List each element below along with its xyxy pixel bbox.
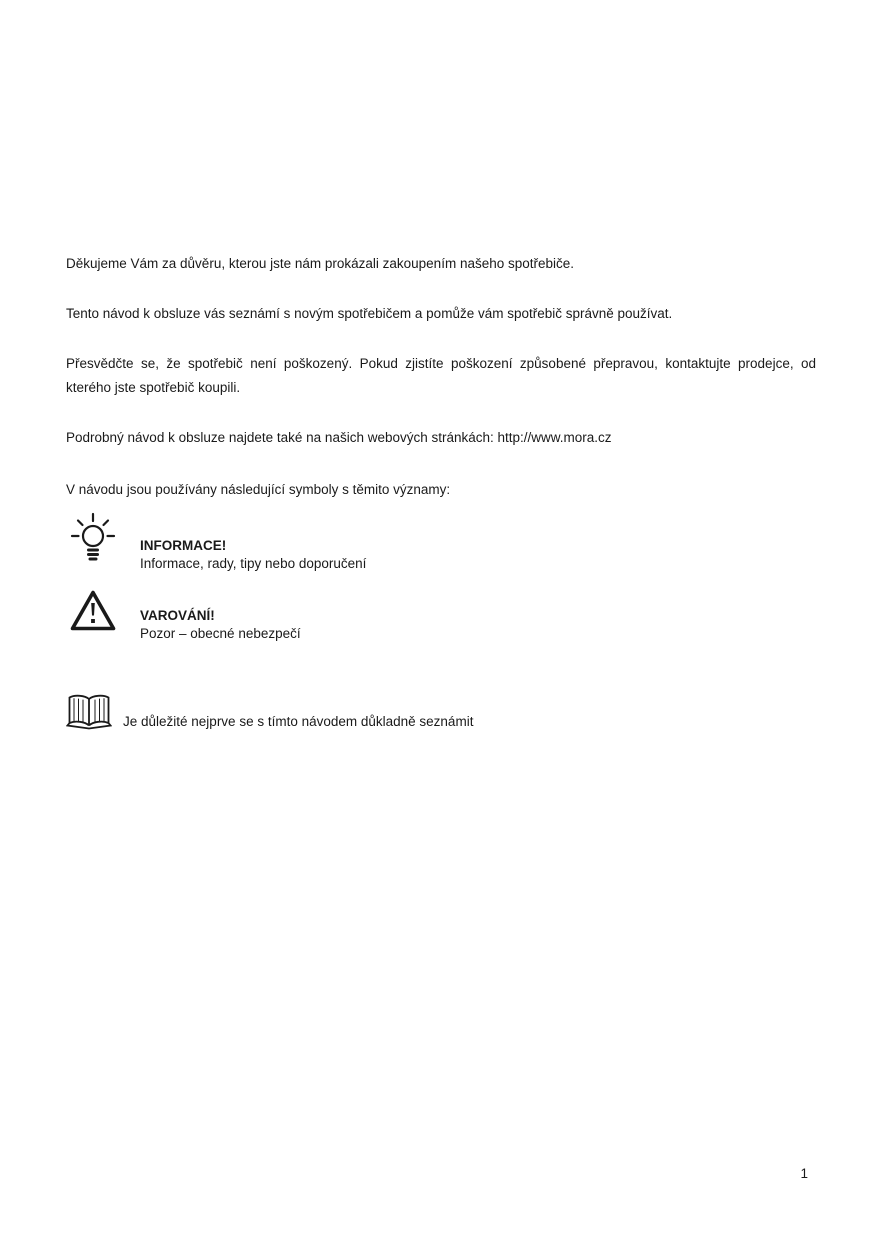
symbol-information-title: INFORMACE! xyxy=(140,538,227,553)
page-number: 1 xyxy=(800,1166,808,1181)
symbol-warning-title: VAROVÁNÍ! xyxy=(140,608,215,623)
symbol-row-information xyxy=(66,512,816,575)
paragraph-symbols-intro: V návodu jsou používány následující symboly s těmito významy: xyxy=(66,482,451,497)
symbol-information-description: Informace, rady, tipy nebo doporučení xyxy=(140,556,367,571)
symbol-row-warning xyxy=(66,589,816,645)
symbol-row-read-manual xyxy=(66,692,816,732)
paragraph-website: Podrobný návod k obsluze najdete také na našich webových stránkách: http://www.mora.cz xyxy=(66,430,612,445)
symbol-warning-text xyxy=(140,607,301,645)
paragraph-damage-check: Přesvědčte se, že spotřebič není poškozený. Pokud zjistíte poškození způsobené přepravou, kontaktujte prodejce, od kterého jste spotřebič koupili. xyxy=(66,356,816,395)
symbol-read-manual-description: Je důležité nejprve se s tímto návodem důkladně seznámit xyxy=(123,714,474,729)
open-book-icon xyxy=(66,692,123,732)
warning-triangle-icon xyxy=(66,589,140,645)
symbol-information-text xyxy=(140,537,366,575)
paragraph-thanks: Děkujeme Vám za důvěru, kterou jste nám prokázali zakoupením našeho spotřebiče. xyxy=(66,256,575,271)
lightbulb-icon xyxy=(66,512,140,575)
symbol-read-manual-text xyxy=(123,714,473,732)
symbol-warning-description: Pozor – obecné nebezpečí xyxy=(140,626,301,641)
page-content xyxy=(66,252,816,732)
paragraph-manual-intro: Tento návod k obsluze vás seznámí s novým spotřebičem a pomůže vám spotřebič správně používat. xyxy=(66,306,673,321)
